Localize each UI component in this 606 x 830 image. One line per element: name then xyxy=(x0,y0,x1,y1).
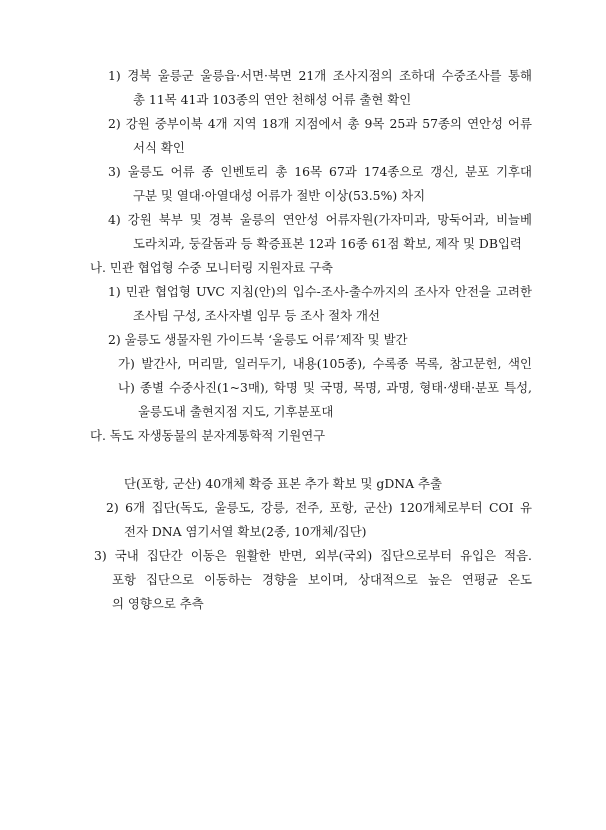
text-line: 3) 울릉도 어류 종 인벤토리 총 16목 67과 174종으로 갱신, 분포 기후대 xyxy=(108,164,532,179)
section-item: 다. 독도 자생동물의 분자계통학적 기원연구 xyxy=(90,428,326,443)
text-line: 2) 6개 집단(독도, 울릉도, 강릉, 전주, 포항, 군산) 120개체로부터 COI 유 xyxy=(106,500,532,515)
text-line: 가) 발간사, 머리말, 일러두기, 내용(105종), 수록종 목록, 참고문헌, 색인 xyxy=(118,356,532,371)
text-line: 포항 집단으로 이동하는 경향을 보이며, 상대적으로 높은 연평균 온도 xyxy=(112,572,532,587)
text-line: 울릉도내 출현지점 지도, 기후분포대 xyxy=(138,404,334,419)
section-item: 나. 민관 협업형 수중 모니터링 지원자료 구축 xyxy=(90,260,334,275)
text-line: 4) 강원 북부 및 경북 울릉의 연안성 어류자원(가자미과, 망둑어과, 비늘베 xyxy=(108,212,532,227)
text-line: 의 영향으로 추측 xyxy=(112,596,204,611)
text-line: 2) 강원 중부이북 4개 지역 18개 지점에서 총 9목 25과 57종의 연안성 어류 xyxy=(108,116,532,131)
text-line: 서식 확인 xyxy=(133,140,185,155)
text-line: 나) 종별 수중사진(1~3매), 학명 및 국명, 목명, 과명, 형태·생태·분포 특성, xyxy=(118,380,532,395)
text-line: 도라치과, 둥갈돔과 등 확증표본 12과 16종 61점 확보, 제작 및 DB입력 xyxy=(133,236,522,251)
text-line: 구분 및 열대·아열대성 어류가 절반 이상(53.5%) 차지 xyxy=(133,188,426,203)
text-line: 조사팀 구성, 조사자별 임무 등 조사 절차 개선 xyxy=(133,308,380,323)
text-line: 2) 울릉도 생물자원 가이드북 ‘울릉도 어류’제작 및 발간 xyxy=(108,332,408,347)
text-line: 단(포항, 군산) 40개체 확증 표본 추가 확보 및 gDNA 추출 xyxy=(124,476,442,491)
text-line: 1) 민관 협업형 UVC 지침(안)의 입수-조사-출수까지의 조사자 안전을 고려한 xyxy=(108,284,532,299)
text-line: 전자 DNA 염기서열 확보(2종, 10개체/집단) xyxy=(124,524,367,539)
text-line: 1) 경북 울릉군 울릉읍·서면·북면 21개 조사지점의 조하대 수중조사를 통해 xyxy=(108,68,532,83)
text-line: 3) 국내 집단간 이동은 원활한 반면, 외부(국외) 집단으로부터 유입은 적음. xyxy=(94,548,532,563)
text-line: 총 11목 41과 103종의 연안 천해성 어류 출현 확인 xyxy=(133,92,412,107)
